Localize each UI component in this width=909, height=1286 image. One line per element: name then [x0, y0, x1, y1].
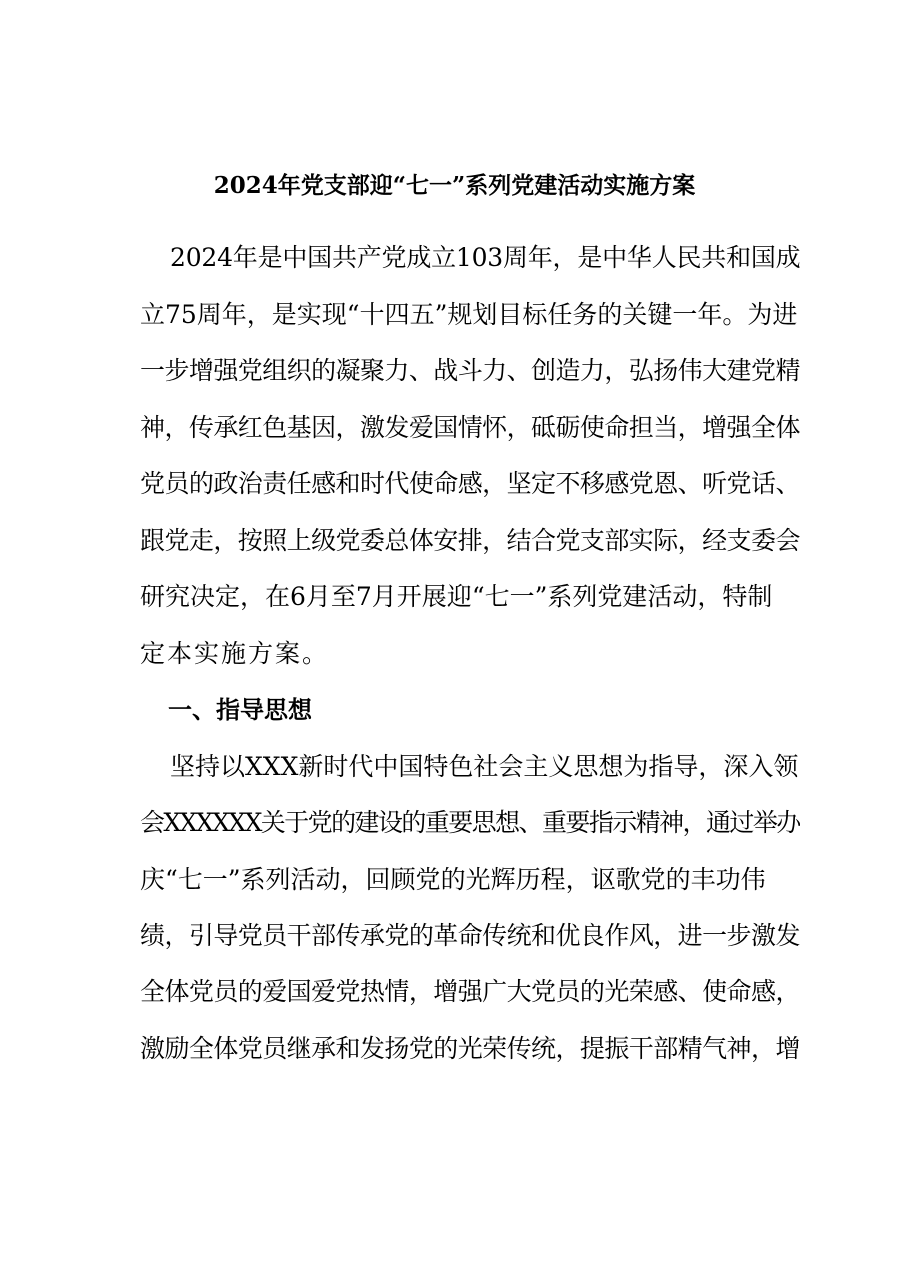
paragraph-line: 庆“七一”系列活动，回顾党的光辉历程，讴歌党的丰功伟 [140, 865, 766, 894]
section-heading: 一、指导思想 [168, 696, 312, 724]
paragraph-line: 跟党走，按照上级党委总体安排，结合党支部实际，经支委会 [140, 526, 800, 555]
paragraph-line: 全体党员的爱国爱党热情，增强广大党员的光荣感、使命感， [140, 977, 800, 1006]
document-title: 2024年党支部迎“七一”系列党建活动实施方案 [213, 172, 696, 199]
paragraph-line: 神，传承红色基因，激发爱国情怀，砥砺使命担当，增强全体 [140, 413, 800, 442]
paragraph-line: 定本实施方案。 [140, 639, 330, 668]
paragraph-line: 激励全体党员继承和发扬党的光荣传统，提振干部精气神，增 [140, 1034, 800, 1063]
paragraph-line: 2024年是中国共产党成立103周年，是中华人民共和国成 [170, 243, 800, 272]
paragraph-line: 研究决定，在6月至7月开展迎“七一”系列党建活动，特制 [140, 582, 773, 611]
paragraph-line: 党员的政治责任感和时代使命感，坚定不移感党恩、听党话、 [140, 469, 800, 498]
paragraph-line: 绩，引导党员干部传承党的革命传统和优良作风，进一步激发 [140, 921, 800, 950]
paragraph-line: 立75周年，是实现“十四五”规划目标任务的关键一年。为进 [140, 300, 798, 329]
paragraph-line: 坚持以XXX新时代中国特色社会主义思想为指导，深入领 [170, 752, 799, 781]
paragraph-line: 会XXXXXX关于党的建设的重要思想、重要指示精神，通过举办 [140, 808, 800, 837]
paragraph-line: 一步增强党组织的凝聚力、战斗力、创造力，弘扬伟大建党精 [140, 356, 800, 385]
